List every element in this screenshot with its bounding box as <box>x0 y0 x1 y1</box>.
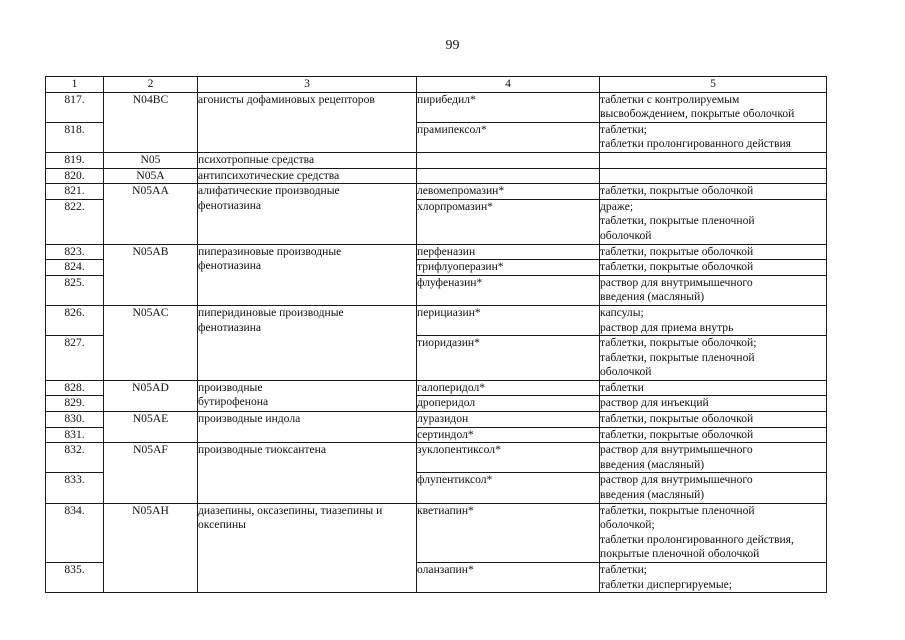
dosage-form-cell <box>600 92 827 122</box>
row-number-cell: 831. <box>46 427 104 443</box>
dosage-form-line: введения (масляный) <box>600 457 705 471</box>
dosage-form-line: раствор для внутримышечного <box>600 473 753 487</box>
dosage-form-cell <box>600 168 827 184</box>
row-number-cell: 818. <box>46 122 104 152</box>
dosage-form-cell <box>600 184 827 200</box>
drug-name-cell: хлорпромазин* <box>417 199 600 244</box>
row-number-cell: 824. <box>46 260 104 276</box>
drug-name-cell <box>417 152 600 168</box>
column-header-5: 5 <box>600 77 827 93</box>
dosage-form-line: введения (масляный) <box>600 290 705 304</box>
dosage-form-cell <box>600 244 827 260</box>
dosage-form-cell <box>600 503 827 562</box>
medicines-table <box>45 76 827 593</box>
group-name-cell <box>198 92 417 152</box>
row-number-cell: 817. <box>46 92 104 122</box>
dosage-form-line: капсулы; <box>600 305 644 319</box>
group-name-line: фенотиазина <box>198 320 262 334</box>
group-name-cell <box>198 503 417 593</box>
row-number-cell: 826. <box>46 305 104 335</box>
dosage-form-line: таблетки, покрытые оболочкой <box>600 260 754 274</box>
group-name-line: фенотиазина <box>198 198 262 212</box>
drug-name-cell: дроперидол <box>417 396 600 412</box>
table-row <box>46 380 827 396</box>
column-header-3: 3 <box>198 77 417 93</box>
dosage-form-cell <box>600 427 827 443</box>
dosage-form-cell <box>600 275 827 305</box>
atc-code-cell: N05AD <box>104 380 198 411</box>
row-number-cell: 833. <box>46 473 104 503</box>
dosage-form-line: покрытые пленочной оболочкой <box>600 547 760 561</box>
dosage-form-line: таблетки диспергируемые; <box>600 577 732 591</box>
dosage-form-line: таблетки, покрытые оболочкой <box>600 184 754 198</box>
dosage-form-line: таблетки, покрытые оболочкой <box>600 412 754 426</box>
row-number-cell: 819. <box>46 152 104 168</box>
row-number-cell: 825. <box>46 275 104 305</box>
row-number-cell: 820. <box>46 168 104 184</box>
atc-code-cell: N05 <box>104 152 198 168</box>
group-name-cell <box>198 305 417 380</box>
group-name-line: агонисты дофаминовых рецепторов <box>198 92 375 106</box>
dosage-form-line: таблетки, покрытые оболочкой; <box>600 336 757 350</box>
drug-name-cell: луразидон <box>417 412 600 428</box>
row-number-cell: 821. <box>46 184 104 200</box>
group-name-line: пиперазиновые производные <box>198 244 342 258</box>
header-row <box>46 77 827 93</box>
dosage-form-line: таблетки, покрытые пленочной <box>600 350 755 364</box>
drug-name-cell: галоперидол* <box>417 380 600 396</box>
dosage-form-cell <box>600 305 827 335</box>
atc-code-cell: N05AB <box>104 244 198 305</box>
dosage-form-line: таблетки с контролируемым <box>600 92 740 106</box>
atc-code-cell: N05AE <box>104 412 198 443</box>
dosage-form-cell <box>600 152 827 168</box>
dosage-form-cell <box>600 260 827 276</box>
column-header-1: 1 <box>46 77 104 93</box>
dosage-form-line: раствор для приема внутрь <box>600 320 734 334</box>
dosage-form-line: таблетки, покрытые оболочкой <box>600 244 754 258</box>
dosage-form-line: высвобождением, покрытые оболочкой <box>600 107 795 121</box>
row-number-cell: 829. <box>46 396 104 412</box>
group-name-line: производные индола <box>198 412 301 426</box>
group-name-line: диазепины, оксазепины, тиазепины и <box>198 503 383 517</box>
group-name-line: фенотиазина <box>198 259 262 273</box>
dosage-form-cell <box>600 443 827 473</box>
dosage-form-line: оболочкой <box>600 365 652 379</box>
dosage-form-line: введения (масляный) <box>600 488 705 502</box>
dosage-form-line: таблетки пролонгированного действия, <box>600 532 794 546</box>
atc-code-cell: N05AH <box>104 503 198 593</box>
dosage-form-line: драже; <box>600 199 634 213</box>
dosage-form-line: таблетки; <box>600 563 648 576</box>
row-number-cell: 832. <box>46 443 104 473</box>
group-name-line: психотропные средства <box>198 152 315 166</box>
drug-name-cell: флуфеназин* <box>417 275 600 305</box>
group-name-cell <box>198 412 417 443</box>
dosage-form-cell <box>600 380 827 396</box>
table-row <box>46 443 827 473</box>
row-number-cell: 823. <box>46 244 104 260</box>
dosage-form-line: таблетки, покрытые пленочной <box>600 503 755 517</box>
row-number-cell: 822. <box>46 199 104 244</box>
table-row <box>46 168 827 184</box>
drug-name-cell <box>417 168 600 184</box>
dosage-form-line: таблетки <box>600 380 644 394</box>
table-row <box>46 92 827 122</box>
row-number-cell: 827. <box>46 336 104 381</box>
column-header-2: 2 <box>104 77 198 93</box>
table-body <box>46 92 827 593</box>
dosage-form-cell <box>600 122 827 152</box>
page-number: 99 <box>445 38 460 53</box>
group-name-line: пиперидиновые производные <box>198 305 344 319</box>
group-name-cell <box>198 380 417 411</box>
dosage-form-cell <box>600 396 827 412</box>
group-name-line: бутирофенона <box>198 395 269 409</box>
dosage-form-cell <box>600 563 827 593</box>
group-name-cell <box>198 443 417 503</box>
group-name-line: алифатические производные <box>198 184 340 198</box>
drug-name-cell: зуклопентиксол* <box>417 443 600 473</box>
group-name-cell <box>198 184 417 244</box>
drug-name-cell: кветиапин* <box>417 503 600 562</box>
drug-name-cell: прамипексол* <box>417 122 600 152</box>
table-row <box>46 152 827 168</box>
dosage-form-cell <box>600 336 827 381</box>
dosage-form-line: оболочкой <box>600 228 652 242</box>
atc-code-cell: N05AF <box>104 443 198 503</box>
dosage-form-line: раствор для внутримышечного <box>600 443 753 457</box>
table-row <box>46 184 827 200</box>
dosage-form-line: таблетки, покрытые оболочкой <box>600 427 754 441</box>
group-name-line: антипсихотические средства <box>198 168 340 182</box>
drug-name-cell: оланзапин* <box>417 563 600 593</box>
table-row <box>46 244 827 260</box>
group-name-cell <box>198 168 417 184</box>
row-number-cell: 835. <box>46 563 104 593</box>
row-number-cell: 830. <box>46 412 104 428</box>
drug-name-cell: перфеназин <box>417 244 600 260</box>
table-row <box>46 305 827 335</box>
row-number-cell: 834. <box>46 503 104 562</box>
dosage-form-line: раствор для инъекций <box>600 396 709 410</box>
group-name-line: производные тиоксантена <box>198 443 326 457</box>
drug-name-cell: тиоридазин* <box>417 336 600 381</box>
atc-code-cell: N04BC <box>104 92 198 152</box>
dosage-form-cell <box>600 412 827 428</box>
table-row <box>46 412 827 428</box>
column-header-4: 4 <box>417 77 600 93</box>
dosage-form-line: таблетки пролонгированного действия <box>600 137 791 151</box>
dosage-form-cell <box>600 473 827 503</box>
drug-name-cell: перициазин* <box>417 305 600 335</box>
table-row <box>46 503 827 562</box>
group-name-line: оксепины <box>198 518 246 532</box>
drug-name-cell: сертиндол* <box>417 427 600 443</box>
drug-name-cell: трифлуоперазин* <box>417 260 600 276</box>
group-name-cell <box>198 152 417 168</box>
dosage-form-line: раствор для внутримышечного <box>600 275 753 289</box>
atc-code-cell: N05AA <box>104 184 198 244</box>
atc-code-cell: N05A <box>104 168 198 184</box>
drug-name-cell: пирибедил* <box>417 92 600 122</box>
atc-code-cell: N05AC <box>104 305 198 380</box>
dosage-form-line: таблетки; <box>600 122 648 136</box>
group-name-line: производные <box>198 380 263 394</box>
dosage-form-line: оболочкой; <box>600 518 655 532</box>
dosage-form-line: таблетки, покрытые пленочной <box>600 214 755 228</box>
drug-name-cell: левомепромазин* <box>417 184 600 200</box>
group-name-cell <box>198 244 417 305</box>
row-number-cell: 828. <box>46 380 104 396</box>
drug-name-cell: флупентиксол* <box>417 473 600 503</box>
dosage-form-cell <box>600 199 827 244</box>
